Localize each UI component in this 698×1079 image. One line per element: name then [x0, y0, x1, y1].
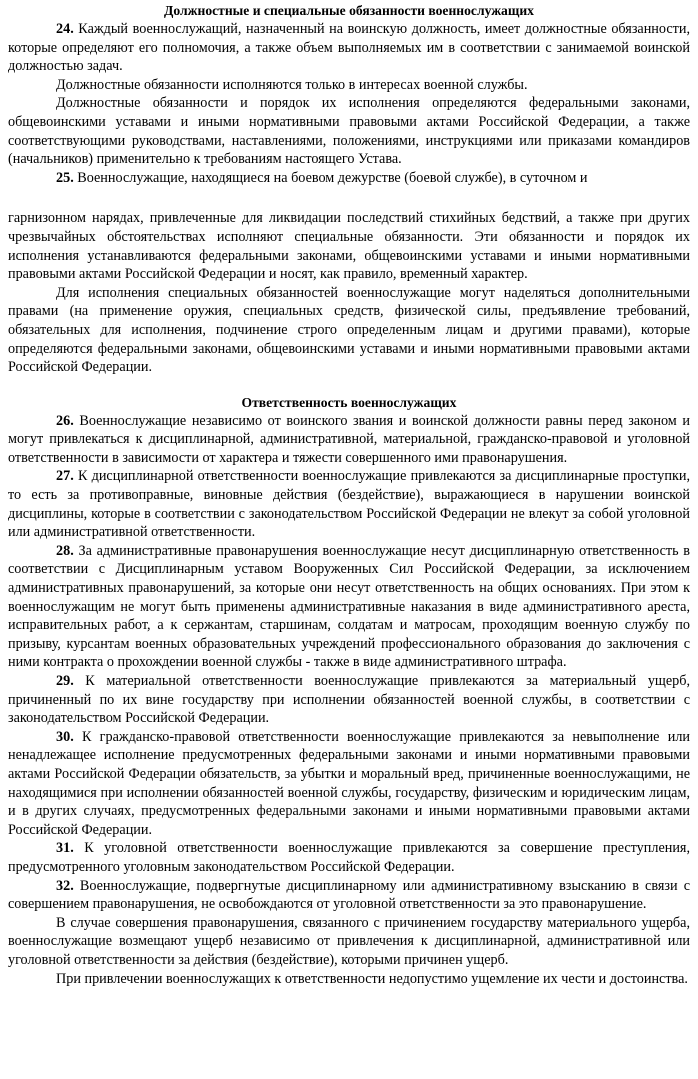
paragraph-text: Должностные обязанности исполняются только в интересах военной службы.	[56, 76, 528, 93]
paragraph-text: Должностные обязанности и порядок их исполнения определяются федеральными законами, общевоинскими уставами и иными нормативными правовыми актами Российской Федерации, а также соответствующими руководствами, наставлениями, положениями, инструкциями или приказами командиров (начальников) применительно к требованиям настоящего Устава.	[8, 95, 690, 168]
paragraph-27	[8, 467, 690, 541]
paragraph-26	[8, 412, 690, 468]
paragraph-text: гарнизонном нарядах, привлеченные для ликвидации последствий стихийных бедствий, а также при других чрезвычайных обстоятельствах исполняют специальные обязанности. Эти обязанности и порядок их исполнения устанавливаются федеральными законами, общевоинскими уставами и иными нормативными правовыми актами Российской Федерации и носят, как правило, временный характер.	[8, 210, 690, 283]
paragraph-32-part-2	[8, 914, 690, 970]
paragraph-text: К материальной ответственности военнослужащие привлекаются за материальный ущерб, причиненный по их вине государству при исполнении обязанностей военной службы, в соответствии с законодательством Российской Федерации.	[8, 673, 690, 727]
paragraph-text: При привлечении военнослужащих к ответственности недопустимо ущемление их чести и достоинства.	[56, 970, 688, 987]
paragraph-28	[8, 542, 690, 672]
paragraph-30	[8, 728, 690, 840]
paragraph-number: 32.	[56, 877, 74, 894]
section-heading-duties: Должностные и специальные обязанности военнослужащих	[164, 3, 534, 18]
paragraph-number: 28.	[56, 542, 74, 559]
paragraph-24-part-3	[8, 94, 690, 168]
paragraph-text: К гражданско-правовой ответственности военнослужащие привлекаются за невыполнение или ненадлежащее исполнение предусмотренных федеральными законами и иными нормативными правовыми актами Российской Федерации обязательств, за убытки и моральный вред, причиненные военнослужащими, не находящимися при исполнении обязанностей военной службы, государству, физическим и юридическим лицам, и в других случаях, предусмотренных федеральными законами и иными нормативными правовыми актами Российской Федерации.	[8, 728, 690, 838]
paragraph-number: 27.	[56, 468, 74, 485]
paragraph-number: 31.	[56, 840, 74, 857]
paragraph-25-continued	[8, 209, 690, 283]
paragraph-text: За административные правонарушения военнослужащие несут дисциплинарную ответственность в соответствии с Дисциплинарным уставом Вооруженных Сил Российской Федерации, за исключением административных правонарушений, за которые они несут ответственность на общих основаниях. При этом к военнослужащим не могут быть применены административные наказания в виде административного ареста, исправительных работ, а к сержантам, старшинам, солдатам и матросам, проходящим военную службу по призыву, курсантам военных образовательных учреждений профессионального образования до заключения с ними контракта о прохождении военной службы - также в виде административного штрафа.	[8, 542, 690, 671]
paragraph-25-part-2	[8, 284, 690, 377]
paragraph-number: 24.	[56, 21, 74, 37]
document-page	[8, 0, 690, 988]
paragraph-24-part-2	[8, 76, 690, 95]
paragraph-text: К дисциплинарной ответственности военнослужащие привлекаются за дисциплинарные проступки, то есть за противоправные, виновные действия (бездействие), выражающиеся в нарушении воинской дисциплины, которые в соответствии с законодательством Российской Федерации не влекут за собой уголовной или административной ответственности.	[8, 468, 690, 541]
paragraph-32-part-3	[8, 970, 690, 989]
paragraph-text: Каждый военнослужащий, назначенный на воинскую должность, имеет должностные обязанности, которые определяют его полномочия, а также объем выполняемых им в соответствии с занимаемой воинской должностью задач.	[8, 21, 690, 75]
paragraph-text: К уголовной ответственности военнослужащие привлекаются за совершение преступления, предусмотренного уголовным законодательством Российской Федерации.	[8, 840, 690, 875]
paragraph-29	[8, 672, 690, 728]
paragraph-24	[8, 20, 690, 76]
paragraph-text: В случае совершения правонарушения, связанного с причинением государству материального ущерба, военнослужащие возмещают ущерб независимо от привлечения к дисциплинарной, административной или уголовной ответственности за действия (бездействие), которыми причинен ущерб.	[8, 914, 690, 968]
section-heading-responsibility: Ответственность военнослужащих	[241, 394, 457, 410]
paragraph-text: Военнослужащие, подвергнутые дисциплинарному или административному взысканию в связи с совершением правонарушения, не освобождаются от уголовной ответственности за это правонарушение.	[8, 877, 690, 913]
paragraph-number: 29.	[56, 673, 74, 689]
paragraph-text: Для исполнения специальных обязанностей военнослужащие могут наделяться дополнительными правами (на применение оружия, специальных средств, физической силы, предъявление требований, обязательных для исполнения, подчинение строго определенным лицам и другими правами), которые определяются федеральными законами, общевоинскими уставами и иными нормативными правовыми актами Российской Федерации.	[8, 284, 690, 376]
paragraph-text: Военнослужащие, находящиеся на боевом дежурстве (боевой службе), в суточном и	[73, 169, 588, 186]
paragraph-text: Военнослужащие независимо от воинского звания и воинской должности равны перед законом и могут привлекаться к дисциплинарной, административной, материальной, гражданско-правовой и уголовной ответственности в зависимости от характера и тяжести совершенного ими правонарушения.	[8, 412, 690, 466]
paragraph-number: 26.	[56, 412, 74, 429]
paragraph-31	[8, 839, 690, 876]
paragraph-number: 30.	[56, 728, 74, 745]
page-break-gap	[8, 187, 690, 207]
paragraph-25	[8, 169, 690, 188]
paragraph-number: 25.	[56, 169, 74, 186]
paragraph-32	[8, 877, 690, 914]
